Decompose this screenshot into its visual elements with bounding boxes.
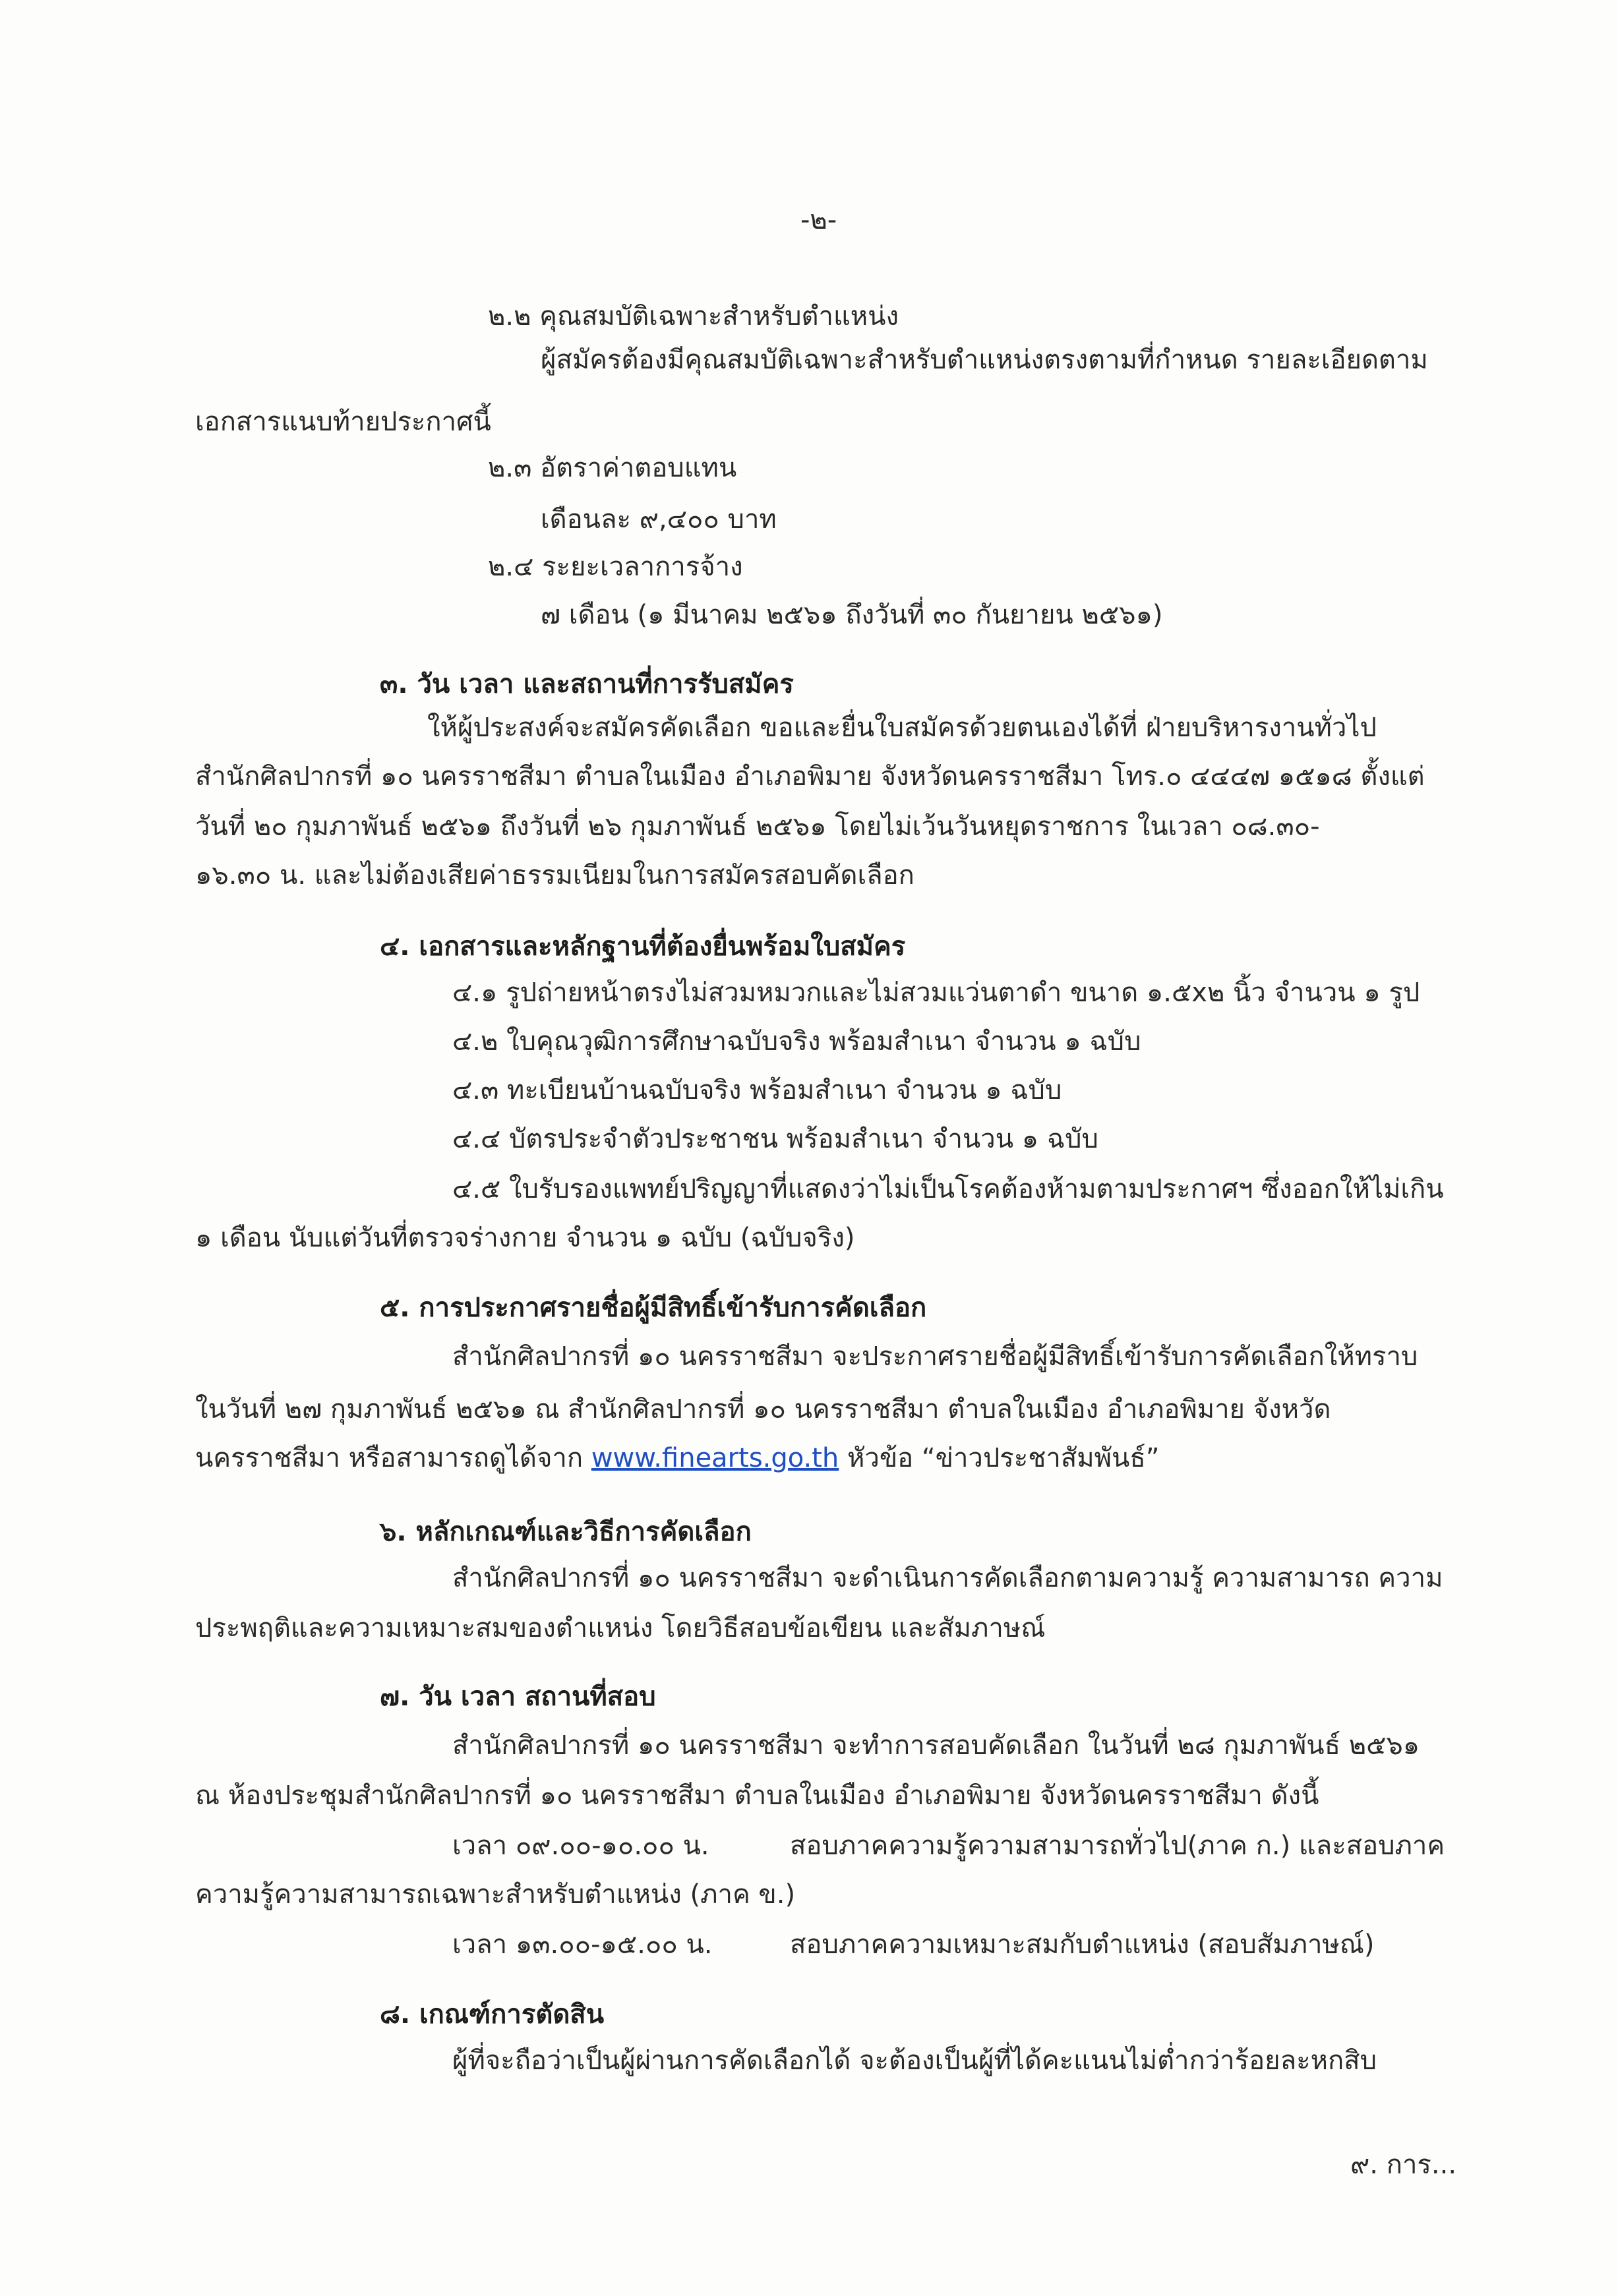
s5-line: ในวันที่ ๒๗ กุมภาพันธ์ ๒๕๖๑ ณ สำนักศิลปากรที่ ๑๐ นครราชสีมา ตำบลในเมือง อำเภอพิมาย จังหวัด [195, 1394, 1331, 1425]
schedule-desc: สอบภาคความเหมาะสมกับตำแหน่ง (สอบสัมภาษณ์) [790, 1929, 1375, 1960]
s3-line: วันที่ ๒๐ กุมภาพันธ์ ๒๕๖๑ ถึงวันที่ ๒๖ กุมภาพันธ์ ๒๕๖๑ โดยไม่เว้นวันหยุดราชการ ในเวลา ๐๘.๓๐- [195, 811, 1320, 842]
s6-line: สำนักศิลปากรที่ ๑๐ นครราชสีมา จะดำเนินการคัดเลือกตามความรู้ ความสามารถ ความ [452, 1563, 1443, 1593]
s4-item: ๔.๔ บัตรประจำตัวประชาชน พร้อมสำเนา จำนวน ๑ ฉบับ [452, 1124, 1098, 1154]
schedule-time: เวลา ๑๓.๐๐-๑๕.๐๐ น. [452, 1929, 713, 1960]
s2-3-line: เดือนละ ๙,๔๐๐ บาท [541, 504, 777, 535]
s8-line: ผู้ที่จะถือว่าเป็นผู้ผ่านการคัดเลือกได้ จะต้องเป็นผู้ที่ได้คะแนนไม่ต่ำกว่าร้อยละหกสิบ [452, 2046, 1377, 2076]
s5-heading: ๕. การประกาศรายชื่อผู้มีสิทธิ์เข้ารับการคัดเลือก [380, 1293, 927, 1323]
s6-heading: ๖. หลักเกณฑ์และวิธีการคัดเลือก [380, 1517, 752, 1547]
s7-line: ณ ห้องประชุมสำนักศิลปากรที่ ๑๐ นครราชสีมา ตำบลในเมือง อำเภอพิมาย จังหวัดนครราชสีมา ดังนี้ [195, 1781, 1319, 1811]
s3-line: ให้ผู้ประสงค์จะสมัครคัดเลือก ขอและยื่นใบสมัครด้วยตนเองได้ที่ ฝ่ายบริหารงานทั่วไป [427, 713, 1377, 743]
s5-line: สำนักศิลปากรที่ ๑๐ นครราชสีมา จะประกาศรายชื่อผู้มีสิทธิ์เข้ารับการคัดเลือกให้ทราบ [452, 1341, 1418, 1372]
continuation-marker: ๙. การ... [1350, 2150, 1457, 2180]
s4-item: ๔.๑ รูปถ่ายหน้าตรงไม่สวมหมวกและไม่สวมแว่นตาดำ ขนาด ๑.๕x๒ นิ้ว จำนวน ๑ รูป [452, 978, 1420, 1008]
s3-line: ๑๖.๓๐ น. และไม่ต้องเสียค่าธรรมเนียมในการสมัครสอบคัดเลือก [195, 860, 914, 891]
page-number: -๒- [800, 205, 837, 235]
s2-2-line: ผู้สมัครต้องมีคุณสมบัติเฉพาะสำหรับตำแหน่งตรงตามที่กำหนด รายละเอียดตาม [541, 345, 1428, 375]
s4-heading: ๔. เอกสารและหลักฐานที่ต้องยื่นพร้อมใบสมัคร [380, 931, 906, 962]
schedule-desc-cont: ความรู้ความสามารถเฉพาะสำหรับตำแหน่ง (ภาค ข.) [195, 1879, 796, 1910]
s2-4-heading: ๒.๔ ระยะเวลาการจ้าง [488, 552, 743, 582]
s5-line [195, 1440, 1160, 1477]
s7-line: สำนักศิลปากรที่ ๑๐ นครราชสีมา จะทำการสอบคัดเลือก ในวันที่ ๒๘ กุมภาพันธ์ ๒๕๖๑ [452, 1730, 1420, 1761]
schedule-desc: สอบภาคความรู้ความสามารถทั่วไป(ภาค ก.) และสอบภาค [790, 1831, 1445, 1861]
finearts-link[interactable]: www.finearts.go.th [591, 1443, 839, 1473]
s7-heading: ๗. วัน เวลา สถานที่สอบ [380, 1682, 656, 1712]
s4-item: ๔.๒ ใบคุณวุฒิการศึกษาฉบับจริง พร้อมสำเนา จำนวน ๑ ฉบับ [452, 1026, 1141, 1057]
s3-line: สำนักศิลปากรที่ ๑๐ นครราชสีมา ตำบลในเมือง อำเภอพิมาย จังหวัดนครราชสีมา โทร.๐ ๔๔๔๗ ๑๕๑๘ ตั้งแต่ [195, 761, 1425, 792]
s3-heading: ๓. วัน เวลา และสถานที่การรับสมัคร [380, 669, 794, 699]
s8-heading: ๘. เกณฑ์การตัดสิน [380, 1999, 605, 2030]
s4-item: ๔.๓ ทะเบียนบ้านฉบับจริง พร้อมสำเนา จำนวน ๑ ฉบับ [452, 1075, 1062, 1105]
s2-3-heading: ๒.๓ อัตราค่าตอบแทน [488, 453, 737, 483]
s5-text: หัวข้อ “ข่าวประชาสัมพันธ์” [839, 1443, 1160, 1473]
s4-item-cont: ๑ เดือน นับแต่วันที่ตรวจร่างกาย จำนวน ๑ ฉบับ (ฉบับจริง) [195, 1223, 855, 1253]
s2-2-heading: ๒.๒ คุณสมบัติเฉพาะสำหรับตำแหน่ง [488, 301, 899, 332]
s4-item: ๔.๕ ใบรับรองแพทย์ปริญญาที่แสดงว่าไม่เป็นโรคต้องห้ามตามประกาศฯ ซึ่งออกให้ไม่เกิน [452, 1174, 1444, 1204]
s2-2-line: เอกสารแนบท้ายประกาศนี้ [195, 407, 491, 437]
s2-4-line: ๗ เดือน (๑ มีนาคม ๒๕๖๑ ถึงวันที่ ๓๐ กันยายน ๒๕๖๑) [541, 600, 1163, 630]
s5-text: นครราชสีมา หรือสามารถดูได้จาก [195, 1443, 591, 1473]
schedule-time: เวลา ๐๙.๐๐-๑๐.๐๐ น. [452, 1831, 709, 1861]
s6-line: ประพฤติและความเหมาะสมของตำแหน่ง โดยวิธีสอบข้อเขียน และสัมภาษณ์ [195, 1613, 1046, 1643]
